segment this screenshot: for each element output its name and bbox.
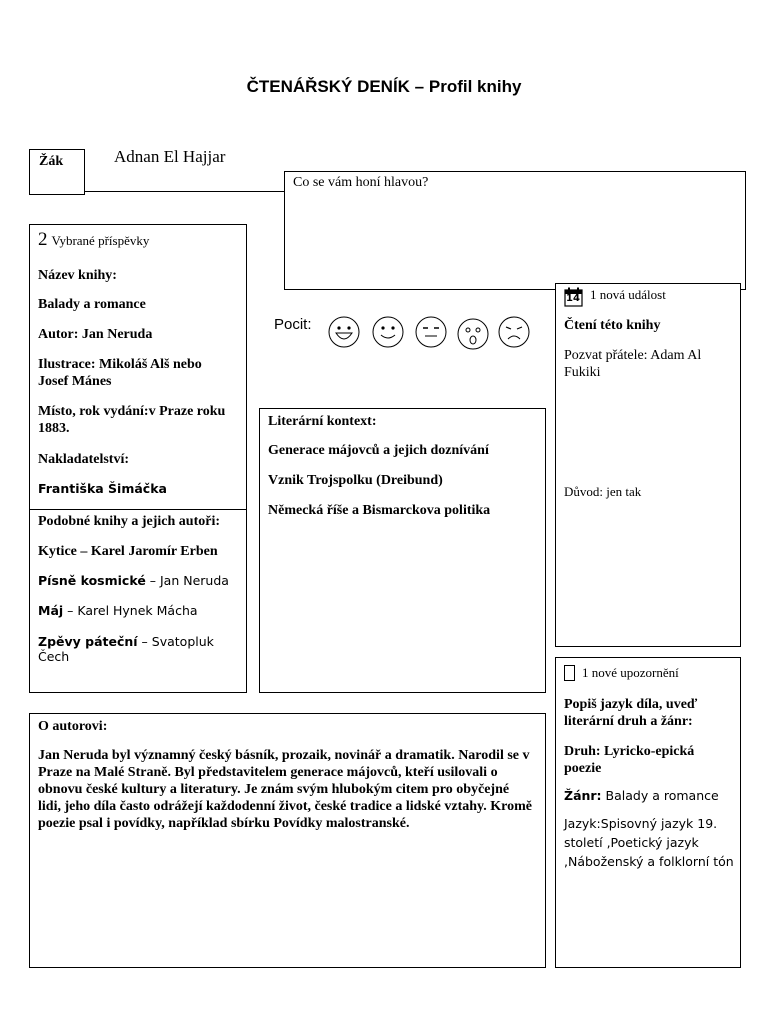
event-invite[interactable]: Pozvat přátele: Adam Al Fukiki bbox=[564, 348, 702, 380]
notification-icon bbox=[564, 665, 575, 681]
event-count-label: 1 nová událost bbox=[590, 287, 666, 302]
page-title: ČTENÁŘSKÝ DENÍK – Profil knihy bbox=[246, 77, 522, 96]
about-text: Jan Neruda byl významný český básník, prozaik, novinář a dramatik. Narodil se v Praze na Malé Straně. Byl představitelem generace májovců, kteří usilovali o obnovu české kultury a literatury. Je znám svým hlubokým citem pro obyčejné lidi, jeho díla často odrážejí každodenní život, české tradice a lidské vztahy. Kromě poezie psal i povídky, například sbírku Povídky malostranské. bbox=[38, 748, 532, 831]
status-input[interactable] bbox=[284, 171, 746, 290]
calendar-day: 14 bbox=[566, 293, 580, 304]
event-name: Čtení této knihy bbox=[564, 318, 661, 333]
similar-item-title: Zpěvy páteční bbox=[38, 634, 138, 649]
posts-count-label: Vybrané příspěvky bbox=[51, 233, 150, 248]
notification-box bbox=[555, 657, 741, 968]
book-place-year: Místo, rok vydání:v Praze roku 1883. bbox=[38, 404, 226, 436]
about-author-box bbox=[29, 713, 546, 968]
similar-heading: Podobné knihy a jejich autoři: bbox=[38, 514, 221, 529]
about-heading: O autorovi: bbox=[38, 719, 108, 734]
similar-item-author: Jan Neruda bbox=[160, 573, 229, 588]
notification-count-label: 1 nové upozornění bbox=[582, 665, 679, 680]
similar-first: Kytice – Karel Jaromír Erben bbox=[38, 544, 218, 559]
similar-item bbox=[38, 634, 246, 664]
surprised-face-icon[interactable] bbox=[457, 318, 489, 350]
similar-item-sep: – bbox=[63, 603, 78, 618]
similar-item-title: Máj bbox=[38, 603, 64, 618]
similar-item-sep: – bbox=[137, 634, 152, 649]
similar-item bbox=[38, 573, 229, 588]
event-box bbox=[555, 283, 741, 647]
grinning-face-icon[interactable] bbox=[328, 316, 360, 348]
context-item: Generace májovců a jejich doznívání bbox=[268, 443, 489, 458]
similar-item-sep: – bbox=[145, 573, 160, 588]
student-label: Žák bbox=[39, 154, 64, 169]
zanr-value: Balady a romance bbox=[601, 788, 719, 803]
similar-item bbox=[38, 603, 198, 618]
similar-item-title: Písně kosmické bbox=[38, 573, 146, 588]
student-name[interactable]: Adnan El Hajjar bbox=[114, 147, 226, 166]
similar-item-author: Karel Hynek Mácha bbox=[77, 603, 198, 618]
zanr-label: Žánr: bbox=[564, 788, 602, 803]
publisher-label: Nakladatelství: bbox=[38, 452, 129, 467]
context-item: Německá říše a Bismarckova politika bbox=[268, 503, 491, 518]
book-title-label: Název knihy: bbox=[38, 268, 117, 283]
notification-task: Popiš jazyk díla, uveď literární druh a žánr: bbox=[564, 697, 698, 729]
notification-zanr bbox=[564, 788, 719, 803]
context-heading: Literární kontext: bbox=[268, 414, 377, 429]
similar-item-author: Svatopluk Čech bbox=[38, 634, 214, 664]
context-item: Vznik Trojspolku (Dreibund) bbox=[268, 473, 443, 488]
book-info-box bbox=[29, 224, 247, 693]
notification-druh: Druh: Lyricko-epická poezie bbox=[564, 744, 695, 776]
publisher-value: Františka Šimáčka bbox=[38, 481, 167, 496]
neutral-face-icon[interactable] bbox=[415, 316, 447, 348]
sad-face-icon[interactable] bbox=[498, 316, 530, 348]
literary-context-box bbox=[259, 408, 546, 693]
book-illustration: Ilustrace: Mikoláš Alš nebo Josef Mánes bbox=[38, 357, 202, 389]
book-author: Autor: Jan Neruda bbox=[38, 327, 153, 342]
notification-jazyk: Jazyk:Spisovný jazyk 19. století ,Poetický jazyk ,Náboženský a folklorní tón bbox=[564, 816, 734, 869]
smiling-face-icon[interactable] bbox=[372, 316, 404, 348]
name-underline bbox=[85, 191, 285, 192]
divider bbox=[29, 509, 247, 510]
posts-count: 2 bbox=[38, 229, 48, 250]
mood-label: Pocit: bbox=[274, 316, 312, 333]
book-title-value: Balady a romance bbox=[38, 297, 146, 312]
student-label-box bbox=[29, 149, 85, 195]
event-reason: Důvod: jen tak bbox=[564, 484, 642, 499]
status-placeholder: Co se vám honí hlavou? bbox=[293, 175, 429, 190]
